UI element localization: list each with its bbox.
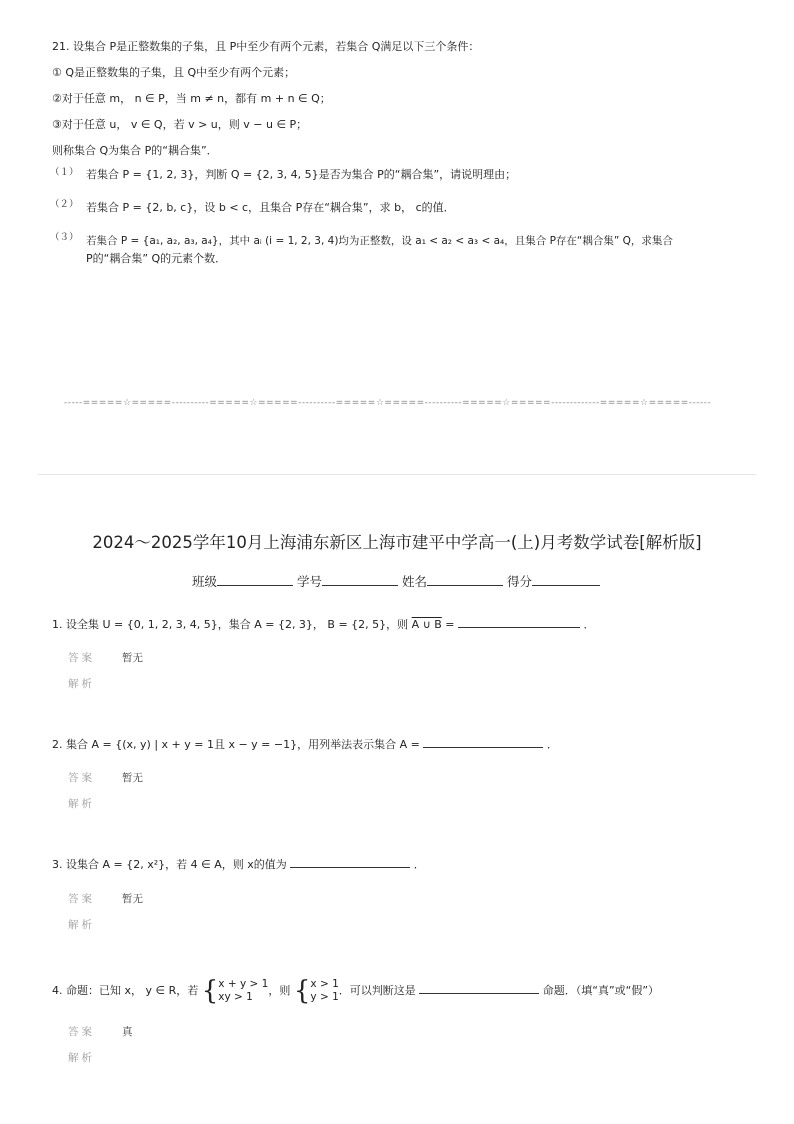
- q21-condition-2: ②对于任意 m， n ∈ P，当 m ≠ n，都有 m + n ∈ Q；: [52, 92, 331, 105]
- question-2: [52, 737, 558, 752]
- question-4-system-1: [218, 978, 268, 1004]
- question-2-analysis-label: 解析: [68, 798, 95, 810]
- field-score-blank: [532, 575, 600, 586]
- question-1-answer: 暂无: [122, 652, 143, 664]
- question-4: [52, 976, 659, 1006]
- field-student-id-blank: [322, 575, 398, 586]
- field-name-blank: [427, 575, 503, 586]
- question-4-tail: 命题．（填“真”或“假”）: [542, 984, 660, 997]
- question-3-analysis-label: 解析: [68, 919, 95, 931]
- question-1-number: 1.: [52, 618, 63, 631]
- q21-part2-number: （２）: [50, 199, 79, 210]
- question-3: [52, 857, 425, 872]
- question-4-system-2-eq2: y > 1: [310, 991, 339, 1003]
- question-1-answer-label: 答案: [68, 652, 95, 664]
- exam-title: 2024～2025学年10月上海浦东新区上海市建平中学高一(上)月考数学试卷[解析版]: [92, 533, 702, 552]
- section-separator: [38, 474, 756, 475]
- q21-condition-3: ③对于任意 u， v ∈ Q，若 v > u，则 v − u ∈ P；: [52, 118, 308, 131]
- q21-part3-line1: 若集合 P = {a₁, a₂, a₃, a₄}，其中 aᵢ (i = 1, 2, 3, 4)均为正整数，设 a₁ < a₂ < a₃ < a₄，且集合 P存在“耦合集” Q，求集合: [86, 235, 673, 247]
- question-1-analysis-label: 解析: [68, 678, 95, 690]
- question-4-brace-1: {: [201, 976, 219, 1006]
- field-score-label: 得分: [507, 574, 533, 589]
- question-2-number: 2.: [52, 738, 63, 751]
- question-3-blank: [290, 857, 410, 868]
- star-divider: -----=====☆=====----------=====☆=====----------=====☆=====----------=====☆=====-------------=====☆=====------: [64, 398, 712, 408]
- question-2-blank: [423, 737, 543, 748]
- question-4-mid: ，则: [268, 984, 291, 997]
- question-4-text: 命题：已知 x， y ∈ R，若: [66, 984, 199, 997]
- question-3-answer-label: 答案: [68, 893, 95, 905]
- question-1-text: 设全集 U = {0, 1, 2, 3, 4, 5}，集合 A = {2, 3}， B = {2, 5}，则: [66, 618, 412, 631]
- question-4-number: 4.: [52, 984, 63, 997]
- question-4-answer-label: 答案: [68, 1026, 95, 1038]
- question-4-system-2-eq1: x > 1: [310, 978, 339, 990]
- question-2-tail: ．: [546, 738, 558, 751]
- field-class-label: 班级: [192, 574, 218, 589]
- question-1-equals: =: [441, 618, 459, 631]
- q21-stem: 21. 设集合 P是正整数集的子集，且 P中至少有两个元素，若集合 Q满足以下三个条件：: [52, 40, 480, 53]
- info-fields: [192, 572, 600, 590]
- question-1-tail: ．: [583, 618, 595, 631]
- question-3-answer: 暂无: [122, 893, 143, 905]
- q21-part2: 若集合 P = {2, b, c}，设 b < c，且集合 P存在“耦合集”，求 b， c的值．: [86, 201, 455, 214]
- q21-part1: 若集合 P = {1, 2, 3}，判断 Q = {2, 3, 4, 5}是否为集合 P的“耦合集”，请说明理由；: [86, 168, 517, 181]
- q21-condition-1: ① Q是正整数集的子集，且 Q中至少有两个元素；: [52, 66, 296, 79]
- question-4-system-2: [310, 978, 338, 1004]
- q21-part1-number: （１）: [50, 167, 79, 178]
- q21-part3-line2: P的“耦合集” Q的元素个数．: [86, 252, 227, 265]
- question-4-post: ．可以判断这是: [338, 984, 420, 997]
- question-3-text: 设集合 A = {2, x²}，若 4 ∈ A，则 x的值为: [66, 858, 291, 871]
- question-2-answer: 暂无: [122, 772, 143, 784]
- question-1: [52, 617, 595, 632]
- question-2-answer-label: 答案: [68, 772, 95, 784]
- q21-definition: 则称集合 Q为集合 P的“耦合集”．: [52, 144, 218, 157]
- question-3-tail: ．: [413, 858, 425, 871]
- question-3-number: 3.: [52, 858, 63, 871]
- question-4-answer: 真: [122, 1026, 133, 1038]
- question-1-complement: A ∪ B: [411, 618, 442, 631]
- question-4-brace-2: {: [293, 976, 311, 1006]
- question-1-blank: [458, 617, 580, 628]
- field-name-label: 姓名: [402, 574, 428, 589]
- question-4-analysis-label: 解析: [68, 1052, 95, 1064]
- question-4-blank: [419, 983, 539, 994]
- question-4-system-1-eq2: xy > 1: [218, 991, 253, 1003]
- field-class-blank: [217, 575, 293, 586]
- question-4-system-1-eq1: x + y > 1: [218, 978, 269, 990]
- field-student-id-label: 学号: [297, 574, 323, 589]
- question-2-text: 集合 A = {(x, y) | x + y = 1且 x − y = −1}，用列举法表示集合 A =: [66, 738, 424, 751]
- q21-part3-number: （３）: [50, 232, 79, 243]
